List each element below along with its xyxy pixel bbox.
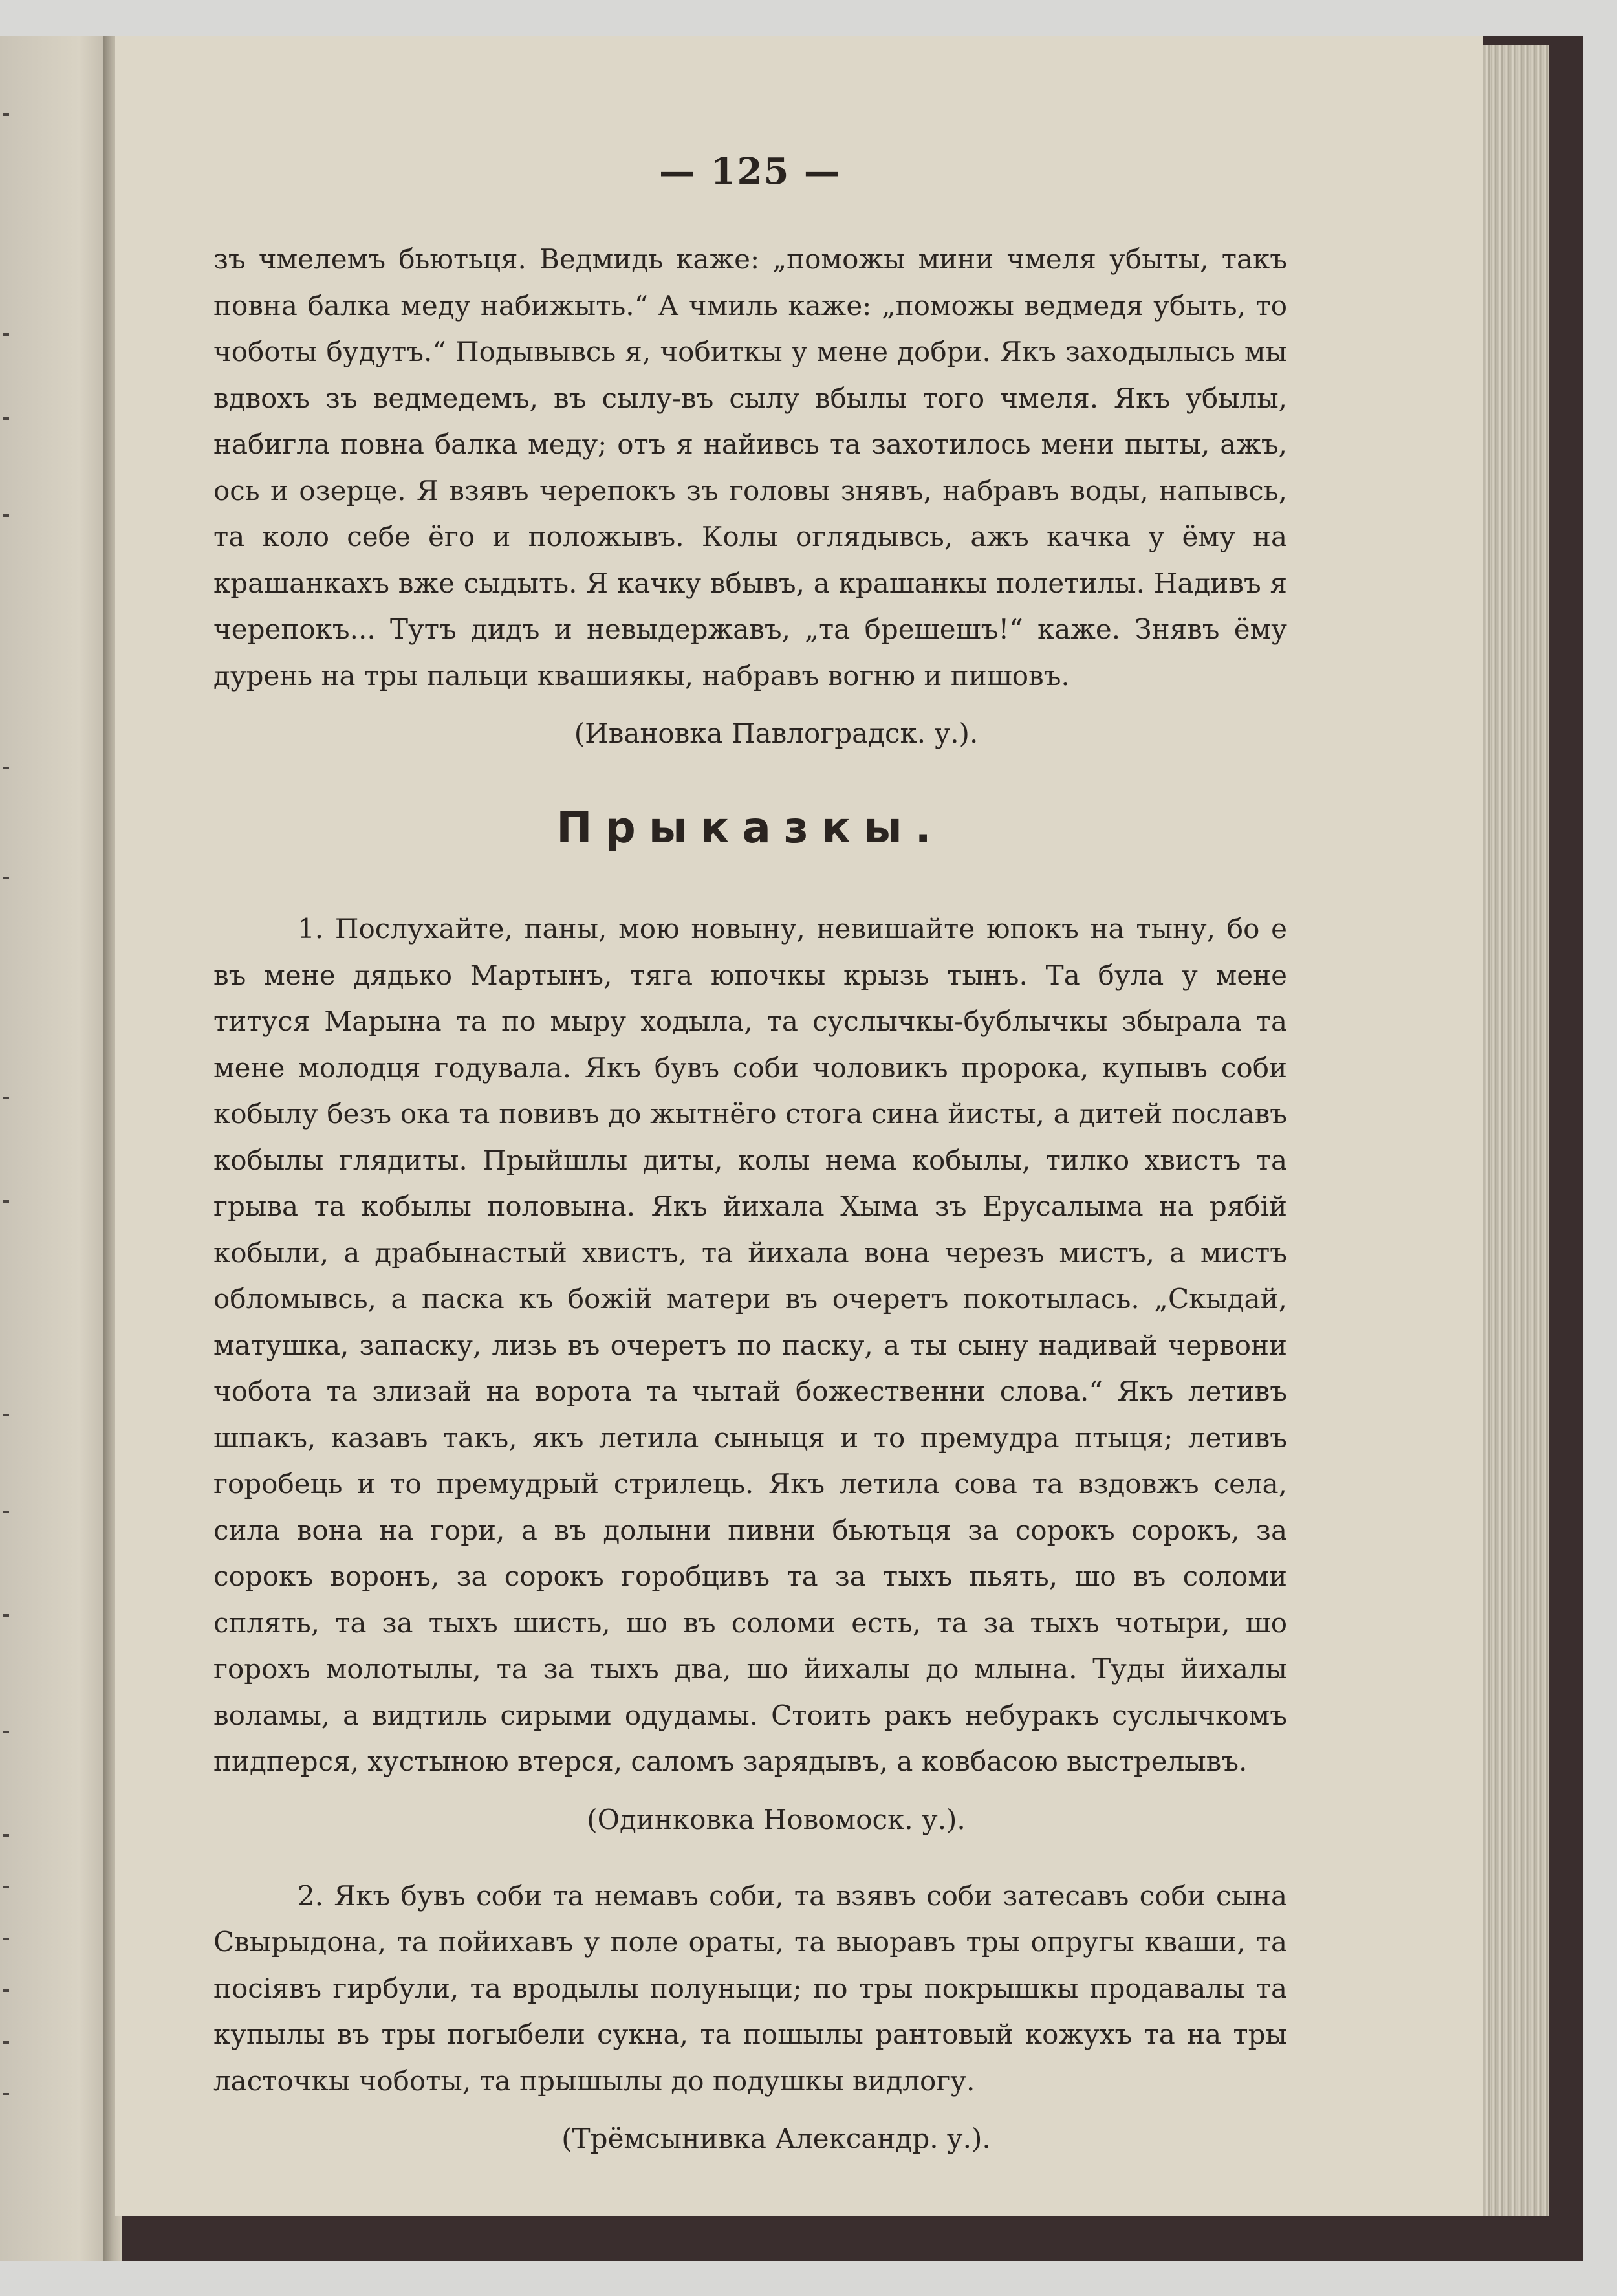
page-number: — 125 — <box>659 150 841 193</box>
left-page-edge <box>0 36 113 2261</box>
saying-1: 1. Послухайте, паны, мою новыну, невишайте юпокъ на тыну, бо е въ мене дядько Мартынъ, тяга юпочкы крызь тынъ. Та була у мене титуся Марына та по мыру ходыла, та суслычкы-бублычкы збырала та мене молодця годувала. Якъ бувъ соби чоловикъ пророка, купывъ соби кобылу безъ ока та повивъ до жытнёго стога сина йисты, а дитей пославъ кобылы глядиты. Прыйшлы диты, колы нема кобылы, тилко хвистъ та грыва та кобылы половына. Якъ йихала Хыма зъ Ерусалыма на рябій кобыли, а драбынастый хвистъ, та йихала вона черезъ мистъ, а мистъ обломывсь, а паска къ божій матери въ очеретъ покотылась. „Скыдай, матушка, запаску, лизь въ очеретъ по паску, а ты сыну надивай червони чобота та злизай на ворота та чытай божественни слова.“ Якъ летивъ шпакъ, казавъ такъ, якъ летила сыныця и то премудра птыця; летивъ горобець и то премудрый стрилець. Якъ летила сова та вздовжъ села, сила вона на гори, а въ долыни пивни бьютьця за сорокъ сорокъ, за сорокъ воронъ, за сорокъ горобцивъ та за тыхъ пьять, шо въ соломи сплять, та за тыхъ шисть, шо въ соломи есть, та за тыхъ чотыри, шо горохъ молотылы, та за тыхъ два, шо йихалы до млына. Туды йихалы воламы, а видтиль сирыми одудамы. Стоить ракъ небуракъ суслычкомъ пидперся, хустыною втерся, саломъ зарядывъ, а ковбасою выстрелывъ. <box>213 913 1287 1777</box>
source-note-3: (Трёмсынивка Александр. у.). <box>561 2123 991 2154</box>
source-note-1: (Ивановка Павлоградск. у.). <box>574 717 979 749</box>
saying-2: 2. Якъ бувъ соби та немавъ соби, та взявъ соби затесавъ соби сына Свырыдона, та пойихавъ у поле ораты, та выоравъ тры опругы кваши, та посіявъ гирбули, та вродылы полуныци; по тры покрышкы продавалы та купылы въ тры погыбели сукна, та пошылы рантовый кожухъ та на тры ласточкы чоботы, та прышылы до подушкы видлогу. <box>213 1879 1287 2097</box>
story-ending-paragraph: зъ чмелемъ бьютьця. Ведмидь каже: „поможы мини чмеля убыты, такъ повна балка меду набижыть.“ А чмиль каже: „поможы ведмедя убыть, то чоботы будутъ.“ Подывывсь я, чобиткы у мене добри. Якъ заходылысь мы вдвохъ зъ ведмедемъ, въ сылу-въ сылу вбылы того чмеля. Якъ убылы, набигла повна балка меду; отъ я найивсь та захотилось мени пыты, ажъ, ось и озерце. Я взявъ черепокъ зъ головы знявъ, набравъ воды, напывсь, та коло себе ёго и положывъ. Колы оглядывсь, ажъ качка у ёму на крашанкахъ вже сыдыть. Я качку вбывъ, а крашанкы полетилы. Надивъ я черепокъ... Тутъ дидъ и невыдержавъ, „та брешешъ!“ каже. Знявъ ёму дурень на тры пальци квашиякы, набравъ вогню и пишовъ. <box>213 243 1287 692</box>
section-heading: Прыказкы. <box>556 803 944 853</box>
left-page-text-fragments <box>0 36 19 2261</box>
source-note-2: (Одинковка Новомоск. у.). <box>587 1803 966 1835</box>
page-stack-edges <box>1478 45 1549 2216</box>
page-text <box>213 146 1287 2162</box>
